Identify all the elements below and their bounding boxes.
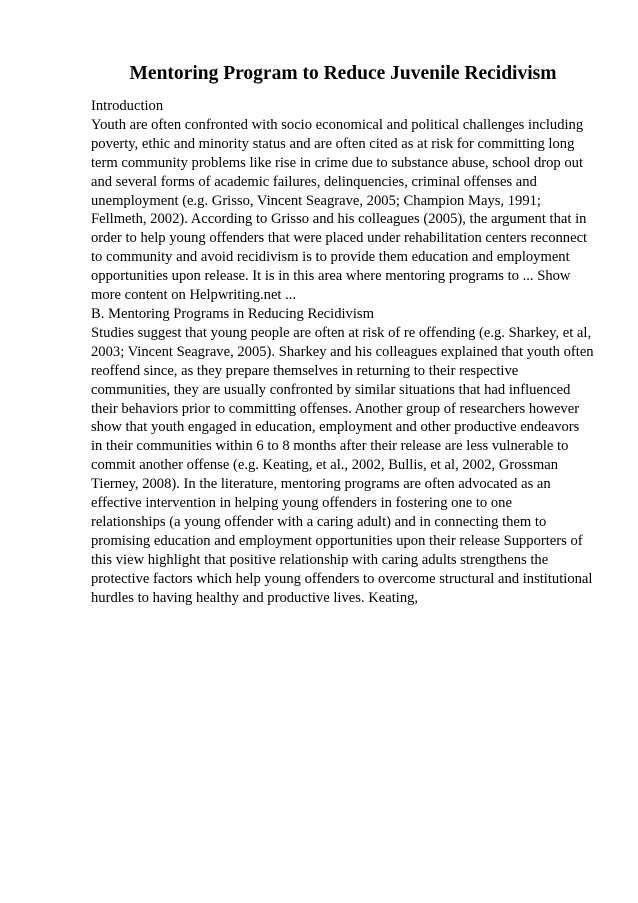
text-line: effective intervention in helping young offenders in fostering one to one (91, 495, 512, 512)
text-line: Tierney, 2008). In the literature, mentoring programs are often advocated as an (91, 476, 551, 493)
text-line: relationships (a young offender with a caring adult) and in connecting them to (91, 513, 547, 530)
text-line: to community and avoid recidivism is to provide them education and employment (91, 249, 570, 266)
text-line: communities, they are usually confronted by similar situations that had influenced (91, 381, 571, 398)
text-line: protective factors which help young offenders to overcome structural and institutional (91, 570, 593, 587)
text-line: in their communities within 6 to 8 months after their release are less vulnerable to (91, 438, 569, 455)
text-line: opportunities upon release. It is in this area where mentoring programs to ... Show (91, 268, 571, 285)
document-body (91, 97, 611, 607)
text-line: this view highlight that positive relationship with caring adults strengthens the (91, 551, 549, 568)
text-line: more content on Helpwriting.net ... (91, 287, 297, 304)
text-line: order to help young offenders that were placed under rehabilitation centers reconnect (91, 230, 588, 247)
text-line: 2003; Vincent Seagrave, 2005). Sharkey and his colleagues explained that youth often (91, 343, 594, 360)
text-line: hurdles to having healthy and productive lives. Keating, (91, 589, 419, 606)
section-heading-mentoring-programs: B. Mentoring Programs in Reducing Recidivism (91, 305, 374, 322)
text-line: poverty, ethic and minority status and are often cited as at risk for committing long (91, 135, 575, 152)
text-line: Youth are often confronted with socio economical and political challenges including (91, 116, 584, 133)
text-line: term community problems like rise in crime due to substance abuse, school drop out (91, 154, 584, 171)
text-line: commit another offense (e.g. Keating, et al., 2002, Bullis, et al, 2002, Grossman (91, 457, 559, 474)
text-line: Studies suggest that young people are often at risk of re offending (e.g. Sharkey, et al, (91, 324, 592, 341)
text-line: and several forms of academic failures, delinquencies, criminal offenses and (91, 173, 537, 190)
text-line: unemployment (e.g. Grisso, Vincent Seagrave, 2005; Champion Mays, 1991; (91, 192, 541, 209)
text-line: promising education and employment opportunities upon their release Supporters of (91, 532, 583, 549)
section-heading-introduction: Introduction (91, 98, 164, 114)
text-line: show that youth engaged in education, employment and other productive endeavors (91, 419, 580, 436)
document-title: Mentoring Program to Reduce Juvenile Recidivism (129, 63, 557, 84)
text-line: Fellmeth, 2002). According to Grisso and his colleagues (2005), the argument that in (91, 211, 587, 228)
text-line: their behaviors prior to committing offenses. Another group of researchers however (91, 400, 580, 417)
text-line: reoffend since, as they prepare themselves in returning to their respective (91, 362, 519, 379)
